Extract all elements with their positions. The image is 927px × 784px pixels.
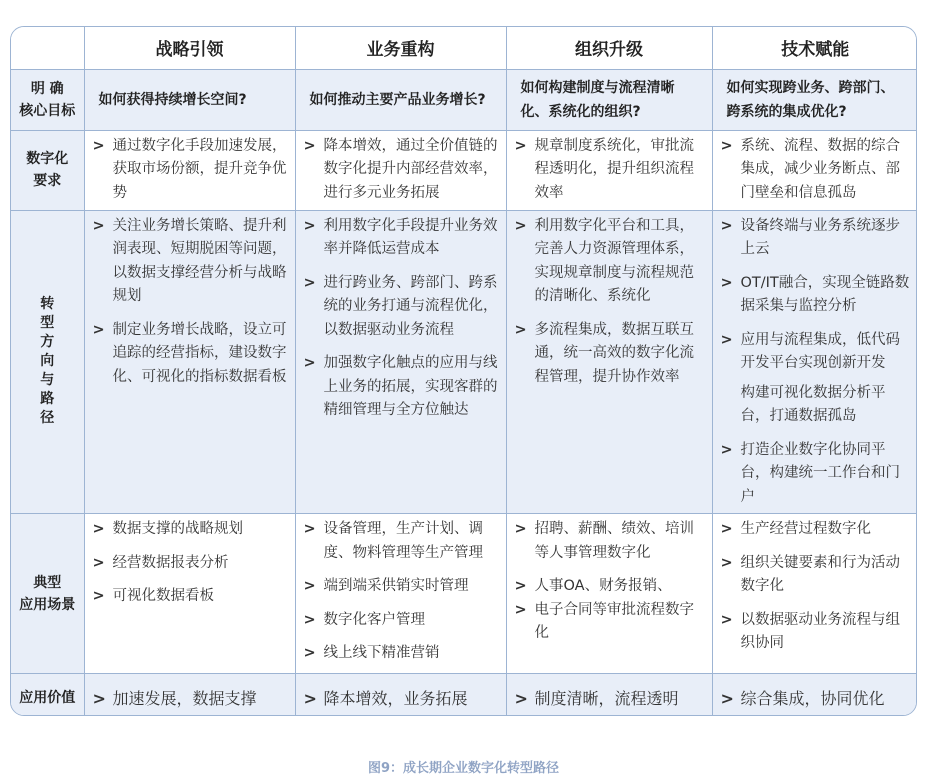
bullet-marker: > <box>514 321 527 338</box>
scenario-strategy <box>84 514 295 674</box>
requirement-strategy <box>84 130 295 210</box>
row-label-line: 数字化 <box>26 151 69 167</box>
bullet-marker: > <box>303 611 316 628</box>
requirement-business <box>295 130 506 210</box>
cell-text: 设备管理，生产计划、调度、物料管理等生产管理 <box>323 521 483 561</box>
row-core-goal <box>11 69 917 130</box>
bullet-marker: > <box>514 521 527 537</box>
value-organization <box>506 674 712 717</box>
cell-text: 应用与流程集成，低代码开发平台实现创新开发 <box>740 331 900 371</box>
header-business: 业务重构 <box>295 27 506 69</box>
bullet-marker: > <box>92 588 105 604</box>
cell-text: 加强数字化触点的应用与线上业务的拓展，实现客群的精细管理与全方位触达 <box>323 355 498 418</box>
cell-text: 加速发展，数据支撑 <box>112 688 257 708</box>
cell-text: 可视化数据看板 <box>112 588 214 604</box>
core-goal-business: 如何推动主要产品业务增长? <box>295 69 506 130</box>
bullet-marker: > <box>720 274 733 291</box>
cell-text: 数据支撑的战略规划 <box>112 521 243 537</box>
cell-text: 数字化客户管理 <box>323 611 425 628</box>
cell-text: 线上线下精准营销 <box>323 645 440 661</box>
bullet-marker: > <box>514 137 527 154</box>
header-technology: 技术赋能 <box>712 27 917 69</box>
value-business <box>295 674 506 717</box>
row-label-line: 要求 <box>33 173 62 189</box>
cell-text: 制定业务增长战略，设立可追踪的经营指标，建设数字化、可视化的指标数据看板 <box>112 321 287 385</box>
requirement-technology <box>712 130 917 210</box>
bullet-marker: > <box>92 137 105 154</box>
figure-caption: 图9：成长期企业数字化转型路径 <box>367 761 560 776</box>
bullet-marker: > <box>514 688 528 708</box>
cell-text: 进行跨业务、跨部门、跨系统的业务打通与流程优化，以数据驱动业务流程 <box>323 274 498 338</box>
cell-text: 降本增效，业务拓展 <box>323 688 468 708</box>
row-label-line: 典型 <box>33 574 62 591</box>
bullet-marker: > <box>92 521 105 537</box>
cell-text: 生产经营过程数字化 <box>740 521 871 537</box>
cell-text: 设备终端与业务系统逐步上云 <box>740 217 900 257</box>
bullet-marker: > <box>303 688 317 708</box>
bullet-marker: > <box>720 217 733 234</box>
bullet-marker: > <box>720 331 733 348</box>
header-organization: 组织升级 <box>506 27 712 69</box>
path-business <box>295 210 506 514</box>
row-label-line: 明 确 <box>30 80 64 97</box>
cell-text: 人事OA、财务报销、 <box>534 578 672 594</box>
bullet-marker: > <box>720 611 733 628</box>
path-organization <box>506 210 712 514</box>
cell-text: 降本增效，通过全价值链的数字化提升内部经营效率，进行多元业务拓展 <box>323 137 498 201</box>
transformation-table <box>11 27 917 716</box>
bullet-marker: > <box>92 217 105 234</box>
cell-text: 经营数据报表分析 <box>112 554 229 571</box>
bullet-marker: > <box>303 274 316 291</box>
bullet-marker: > <box>514 578 527 594</box>
bullet-marker: > <box>303 217 316 234</box>
row-label-line: 核心目标 <box>19 102 76 119</box>
bullet-marker: > <box>92 688 106 708</box>
cell-text: OT/IT融合，实现全链路数据采集与监控分析 <box>740 274 910 314</box>
core-goal-technology: 如何实现跨业务、跨部门、跨系统的集成优化? <box>712 69 917 130</box>
scenario-technology <box>712 514 917 674</box>
row-requirement <box>11 130 917 210</box>
bullet-marker: > <box>303 645 316 661</box>
bullet-marker: > <box>303 355 316 371</box>
scenario-business <box>295 514 506 674</box>
bullet-marker: > <box>303 578 316 594</box>
bullet-marker: > <box>92 554 105 571</box>
bullet-marker: > <box>303 137 316 154</box>
scenario-organization <box>506 514 712 674</box>
cell-text-plain: 构建可视化数据分析平台，打通数据孤岛 <box>740 384 886 424</box>
value-strategy <box>84 674 295 717</box>
core-goal-organization: 如何构建制度与流程清晰化、系统化的组织? <box>506 69 712 130</box>
cell-text: 通过数字化手段加速发展，获取市场份额，提升竞争优势 <box>112 137 287 201</box>
requirement-organization <box>506 130 712 210</box>
row-label-scenario <box>11 514 84 674</box>
bullet-marker: > <box>720 137 733 154</box>
row-label-value: 应用价值 <box>11 674 84 717</box>
cell-text: 打造企业数字化协同平台，构建统一工作台和门户 <box>740 441 900 505</box>
row-label-vertical: 转型方向与路径 <box>40 295 55 426</box>
header-row <box>11 27 917 69</box>
cell-text: 关注业务增长策略、提升利润表现、短期脱困等问题，以数据支撑经营分析与战略规划 <box>112 217 287 304</box>
cell-text: 规章制度系统化，审批流程透明化，提升组织流程效率 <box>534 137 694 201</box>
bullet-marker: > <box>720 688 734 708</box>
bullet-marker: > <box>514 601 527 618</box>
cell-text: 利用数字化手段提升业务效率并降低运营成本 <box>323 217 498 257</box>
row-label-requirement <box>11 130 84 210</box>
bullet-marker: > <box>303 521 316 537</box>
bullet-marker: > <box>720 554 733 571</box>
row-value <box>11 674 917 717</box>
cell-text: 综合集成，协同优化 <box>740 688 885 708</box>
header-strategy: 战略引领 <box>84 27 295 69</box>
cell-text: 招聘、薪酬、绩效、培训等人事管理数字化 <box>534 521 694 561</box>
cell-text: 电子合同等审批流程数字化 <box>534 601 694 641</box>
value-technology <box>712 674 917 717</box>
path-technology <box>712 210 917 514</box>
cell-text: 系统、流程、数据的综合集成，减少业务断点、部门壁垒和信息孤岛 <box>740 137 900 201</box>
row-label-path <box>11 210 84 514</box>
bullet-marker: > <box>720 441 733 458</box>
cell-text: 利用数字化平台和工具，完善人力资源管理体系，实现规章制度与流程规范的清晰化、系统化 <box>534 217 694 304</box>
row-label-core-goal <box>11 69 84 130</box>
row-label-line: 应用场景 <box>19 596 76 613</box>
header-corner <box>11 27 84 69</box>
core-goal-strategy: 如何获得持续增长空间? <box>84 69 295 130</box>
cell-text: 组织关键要素和行为活动数字化 <box>740 554 900 594</box>
path-strategy <box>84 210 295 514</box>
transformation-table-frame <box>10 26 917 716</box>
bullet-marker: > <box>92 321 105 338</box>
row-path <box>11 210 917 514</box>
cell-text: 端到端采供销实时管理 <box>323 578 469 594</box>
cell-text: 多流程集成，数据互联互通，统一高效的数字化流程管理，提升协作效率 <box>534 321 694 385</box>
cell-text: 以数据驱动业务流程与组织协同 <box>740 611 900 651</box>
cell-text: 制度清晰，流程透明 <box>534 688 679 708</box>
bullet-marker: > <box>720 521 733 537</box>
bullet-marker: > <box>514 217 527 234</box>
row-scenario <box>11 514 917 674</box>
